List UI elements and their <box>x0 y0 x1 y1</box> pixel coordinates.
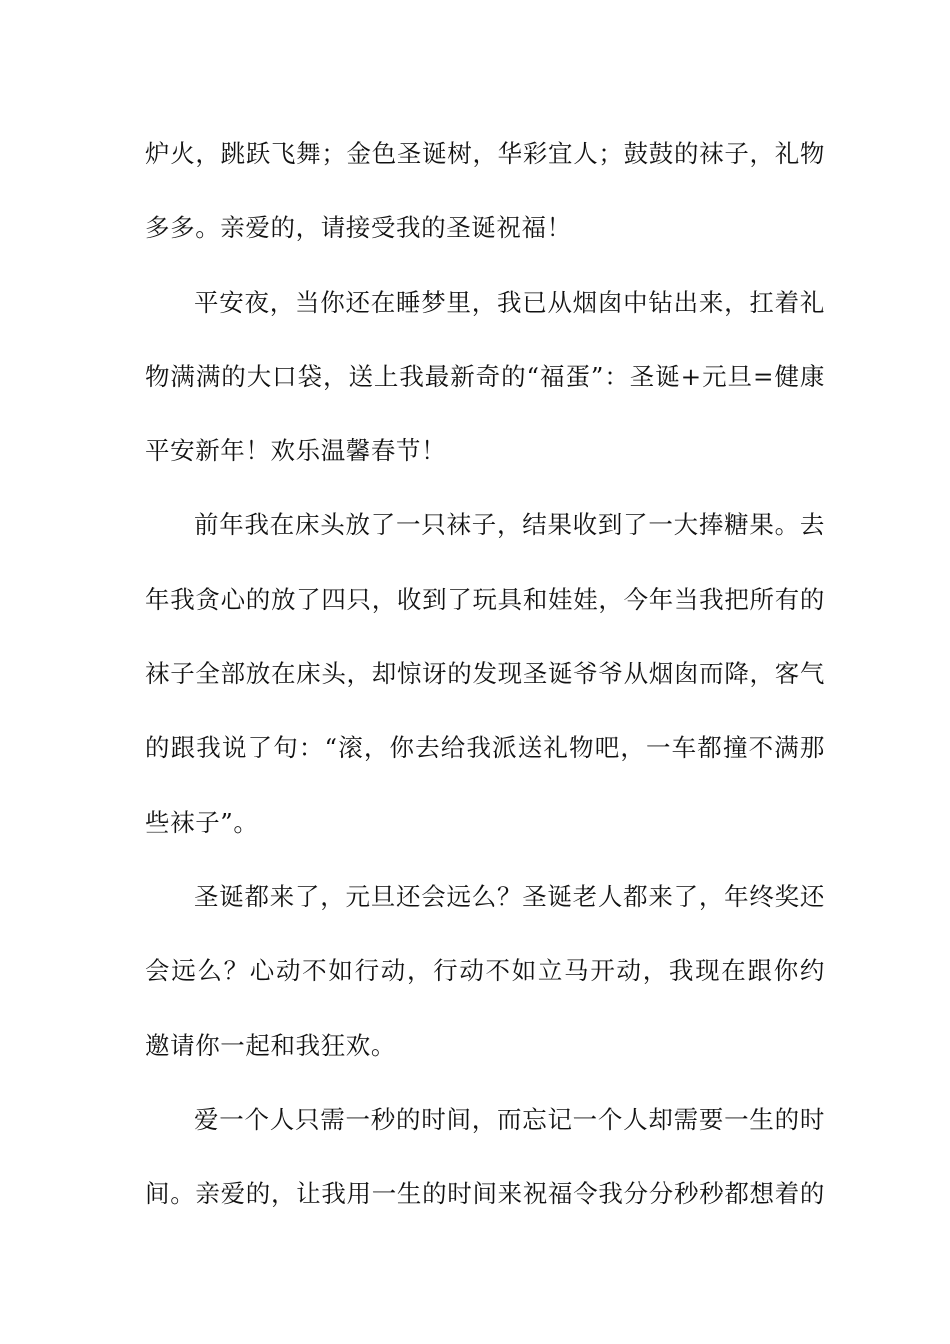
text-line: 平安夜，当你还在睡梦里，我已从烟囱中钻出来，扛着礼 <box>194 287 825 317</box>
text-line: 圣诞都来了，元旦还会远么？圣诞老人都来了，年终奖还 <box>194 881 825 911</box>
text-line: 平安新年！欢乐温馨春节！ <box>145 436 447 466</box>
text-line: 物满满的大口袋，送上我最新奇的“福蛋”：圣诞+元旦=健康 <box>145 361 825 391</box>
body-text <box>145 126 825 1240</box>
text-line: 多多。亲爱的，请接受我的圣诞祝福！ <box>145 213 572 243</box>
text-line: 爱一个人只需一秒的时间，而忘记一个人却需要一生的时 <box>194 1104 825 1134</box>
text-line: 邀请你一起和我狂欢。 <box>145 1030 396 1060</box>
text-line: 间。亲爱的，让我用一生的时间来祝福令我分分秒秒都想着的 <box>145 1179 825 1209</box>
text-line: 袜子全部放在床头，却惊讶的发现圣诞爷爷从烟囱而降，客气 <box>145 659 825 689</box>
text-line: 前年我在床头放了一只袜子，结果收到了一大捧糖果。去 <box>194 510 825 540</box>
text-line: 年我贪心的放了四只，收到了玩具和娃娃，今年当我把所有的 <box>145 584 825 614</box>
text-line: 会远么？心动不如行动，行动不如立马开动，我现在跟你约 <box>145 956 825 986</box>
text-line: 些袜子”。 <box>145 807 259 837</box>
text-line: 的跟我说了句：“滚，你去给我派送礼物吧，一车都撞不满那 <box>145 733 825 763</box>
text-line: 炉火，跳跃飞舞；金色圣诞树，华彩宜人；鼓鼓的袜子，礼物 <box>145 139 825 168</box>
